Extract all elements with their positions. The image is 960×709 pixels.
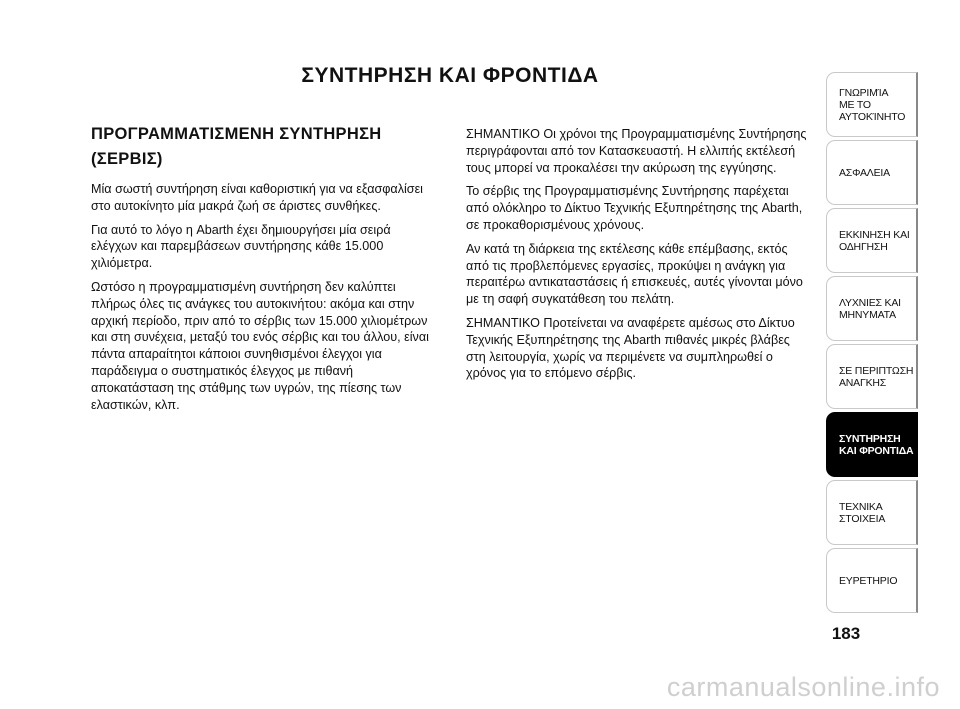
paragraph: Το σέρβις της Προγραμματισμένης Συντήρησης παρέχεται από ολόκληρο το Δίκτυο Τεχνικής Εξυπηρέτησης της Abarth, σε προκαθορισμένους χρόνους. (466, 184, 803, 232)
chapter-tabs (826, 72, 918, 616)
paragraph: Μία σωστή συντήρηση είναι καθοριστική για να εξασφαλίσει στο αυτοκίνητο μία μακρά ζωή σε άριστες συνθήκες. (91, 182, 423, 213)
tab-technical-specifications[interactable]: ΤΕΧΝΙΚΑ ΣΤΟΙΧΕΙΑ (826, 480, 918, 545)
tab-safety[interactable]: ΑΣΦΑΛΕΙΑ (826, 140, 918, 205)
paragraph: Ωστόσο η προγραμματισμένη συντήρηση δεν καλύπτει πλήρως όλες τις ανάγκες του αυτοκινήτου: ακόμα και στην αρχική περίοδο, πριν από το σέρβις των 15.000 χιλιομέτρων και στη συνέχεια, μεταξύ του ενός σέρβις και του άλλου, είναι πάντα απαραίτητοι κάποιοι συνηθισμένοι έλεγχοι για παράδειγμα ο συστηματικός έλεγχος με πιθανή αποκατάσταση της στάθμης των υγρών, της πίεσης των ελαστικών, κλπ. (91, 279, 429, 412)
section-heading: ΠΡΟΓΡΑΜΜΑΤΙΣΜΕΝΗ ΣΥΝΤΗΡΗΣΗ (ΣΕΡΒΙΣ) (91, 125, 382, 168)
paragraph: ΣΗΜΑΝΤΙΚΟ Οι χρόνοι της Προγραμματισμένης Συντήρησης περιγράφονται από τον Κατασκευαστή. Η ελλιπής εκτέλεσή τους μπορεί να προκαλέσει την ακύρωση της εγγύησης. (466, 127, 807, 175)
page-number: 183 (831, 624, 861, 643)
paragraph: Αν κατά τη διάρκεια της εκτέλεσης κάθε επέμβασης, εκτός από τις προβλεπόμενες εργασίες, προκύψει η ανάγκη για περαιτέρω αντικαταστάσεις ή επισκευές, αυτές γίνονται μόνο με τη σαφή συγκατάθεση του πελάτη. (466, 241, 803, 307)
tab-maintenance-and-care[interactable]: ΣΥΝΤΗΡΗΣΗ ΚΑΙ ΦΡΟΝΤΙΔΑ (826, 412, 918, 477)
right-column (466, 126, 811, 389)
tab-getting-to-know-car[interactable]: ΓΝΩΡΙΜΊΑ ΜΕ ΤΟ ΑΥΤΟΚΊΝΗΤΟ (826, 72, 918, 137)
page-title: ΣΥΝΤΗΡΗΣΗ ΚΑΙ ΦΡΟΝΤΙΔΑ (301, 64, 599, 87)
tab-warning-lights-and-messages[interactable]: ΛΥΧΝΙΕΣ ΚΑΙ ΜΗΝΥΜΑΤΑ (826, 276, 918, 341)
paragraph: Για αυτό το λόγο η Abarth έχει δημιουργήσει μία σειρά ελέγχων και παρεμβάσεων συντήρησης κάθε 15.000 χιλιόμετρα. (91, 222, 391, 271)
tab-in-an-emergency[interactable]: ΣΕ ΠΕΡΙΠΤΩΣΗ ΑΝΑΓΚΗΣ (826, 344, 918, 409)
paragraph: ΣΗΜΑΝΤΙΚΟ Προτείνεται να αναφέρετε αμέσως στο Δίκτυο Τεχνικής Εξυπηρέτησης της Abarth πιθανές μικρές βλάβες στη λειτουργία, χωρίς να περιμένετε να συμπληρωθεί ο χρόνος για το επόμενο σέρβις. (466, 315, 795, 381)
tab-index[interactable]: ΕΥΡΕΤΗΡΙΟ (826, 548, 918, 613)
left-column (91, 122, 436, 420)
tab-starting-and-driving[interactable]: ΕΚΚΙΝΗΣΗ ΚΑΙ ΟΔΗΓΗΣΗ (826, 208, 918, 273)
watermark: carmanualsonline.info (666, 672, 940, 702)
